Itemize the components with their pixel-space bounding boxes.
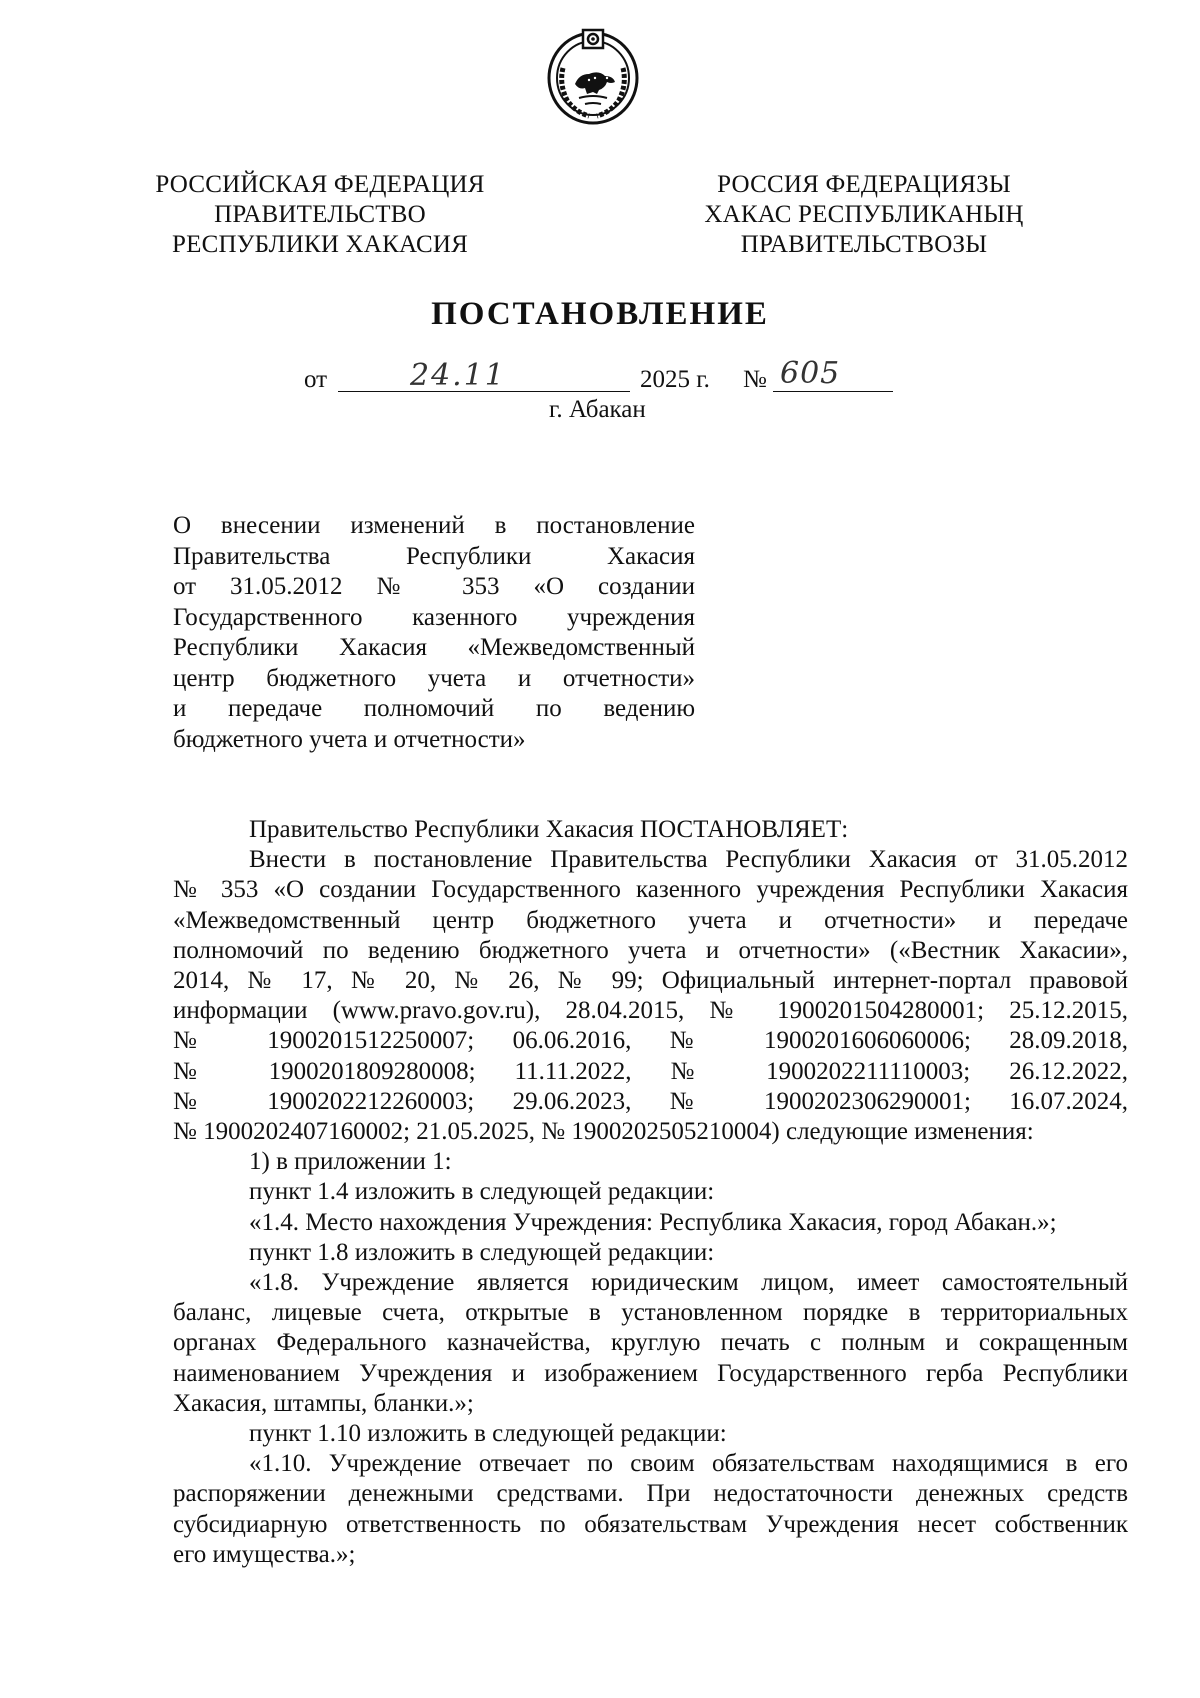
intro-line: полномочий по ведению бюджетного учета и отчетности» («Вестник Хакасии»,: [173, 936, 1128, 964]
header-left-line: ПРАВИТЕЛЬСТВО: [214, 201, 426, 228]
subject-line: Государственного казенного учреждения: [173, 603, 695, 631]
intro-line: «Межведомственный центр бюджетного учета и отчетности» и передаче: [173, 906, 1128, 934]
clause-1-10-line: «1.10. Учреждение отвечает по своим обязательствам находящимися в его: [249, 1450, 1128, 1478]
intro-line: 2014, № 17, № 20, № 26, № 99; Официальный интернет-портал правовой: [173, 967, 1128, 995]
intro-line: № 1900202212260003; 29.06.2023, № 1900202306290001; 16.07.2024,: [173, 1087, 1128, 1115]
header-left: [150, 170, 490, 260]
clause-1-4-intro: пункт 1.4 изложить в следующей редакции:: [249, 1178, 715, 1206]
header-right-line: ПРАВИТЕЛЬСТВОЗЫ: [740, 231, 988, 258]
item-1: 1) в приложении 1:: [249, 1148, 452, 1176]
from-label: от: [304, 366, 328, 393]
clause-1-4-text: «1.4. Место нахождения Учреждения: Республика Хакасия, город Абакан.»;: [249, 1208, 1057, 1236]
handwritten-number: 605: [780, 356, 841, 391]
number-underline: [773, 391, 893, 392]
number-label: №: [743, 366, 767, 393]
clause-1-8-line: наименованием Учреждения и изображением Государственного герба Республики: [173, 1359, 1128, 1387]
header-left-line: РОССИЙСКАЯ ФЕДЕРАЦИЯ: [155, 171, 485, 198]
year-label: 2025 г.: [640, 366, 710, 393]
subject-line: Республики Хакасия «Межведомственный: [173, 634, 695, 661]
document-subject: [173, 511, 695, 755]
clause-1-8-line: баланс, лицевые счета, открытые в установленном порядке в территориальных: [173, 1299, 1128, 1327]
intro-line: № 1900201512250007; 06.06.2016, № 1900201606060006; 28.09.2018,: [173, 1027, 1128, 1055]
coat-of-arms-icon: [545, 22, 641, 126]
subject-line: О внесении изменений в постановление: [173, 512, 695, 539]
clause-1-8-line: Хакасия, штампы, бланки.»;: [173, 1389, 474, 1417]
document-body: [173, 815, 1128, 1570]
clause-1-10-line: субсидиарную ответственность по обязательствам Учреждения несет собственник: [173, 1510, 1128, 1538]
header-right-line: РОССИЯ ФЕДЕРАЦИЯЗЫ: [717, 171, 1011, 198]
clause-1-10-line: его имущества.»;: [173, 1540, 356, 1568]
city: г. Абакан: [549, 396, 646, 423]
header-left-line: РЕСПУБЛИКИ ХАКАСИЯ: [172, 231, 468, 258]
subject-line: Правительства Республики Хакасия: [173, 542, 695, 570]
handwritten-date: 24.11: [410, 358, 506, 393]
intro-line: № 1900202407160002; 21.05.2025, № 1900202505210004) следующие изменения:: [173, 1118, 1034, 1146]
intro-line: № 1900201809280008; 11.11.2022, № 1900202211110003; 26.12.2022,: [173, 1057, 1128, 1085]
document-type: ПОСТАНОВЛЕНИЕ: [431, 296, 769, 332]
clause-1-8-line: органах Федерального казначейства, круглую печать с полным и сокращенным: [173, 1329, 1128, 1357]
clause-1-8-intro: пункт 1.8 изложить в следующей редакции:: [249, 1238, 715, 1266]
subject-line: и передаче полномочий по ведению: [173, 695, 695, 722]
clause-1-10-line: распоряжении денежными средствами. При недостаточности денежных средств: [173, 1480, 1128, 1508]
header-right: [694, 170, 1034, 260]
subject-line: бюджетного учета и отчетности»: [173, 725, 526, 753]
header-right-line: ХАКАС РЕСПУБЛИКАНЫҢ: [704, 201, 1024, 228]
intro-line: Внести в постановление Правительства Республики Хакасия от 31.05.2012: [249, 846, 1128, 874]
intro-line: № 353 «О создании Государственного казенного учреждения Республики Хакасия: [173, 876, 1128, 904]
subject-line: центр бюджетного учета и отчетности»: [173, 664, 695, 692]
decree-line: Правительство Республики Хакасия ПОСТАНОВЛЯЕТ:: [249, 816, 849, 843]
clause-1-10-intro: пункт 1.10 изложить в следующей редакции:: [249, 1420, 727, 1448]
intro-line: информации (www.pravo.gov.ru), 28.04.2015, № 1900201504280001; 25.12.2015,: [173, 997, 1128, 1025]
subject-line: от 31.05.2012 № 353 «О создании: [173, 573, 695, 600]
clause-1-8-line: «1.8. Учреждение является юридическим лицом, имеет самостоятельный: [249, 1269, 1128, 1297]
